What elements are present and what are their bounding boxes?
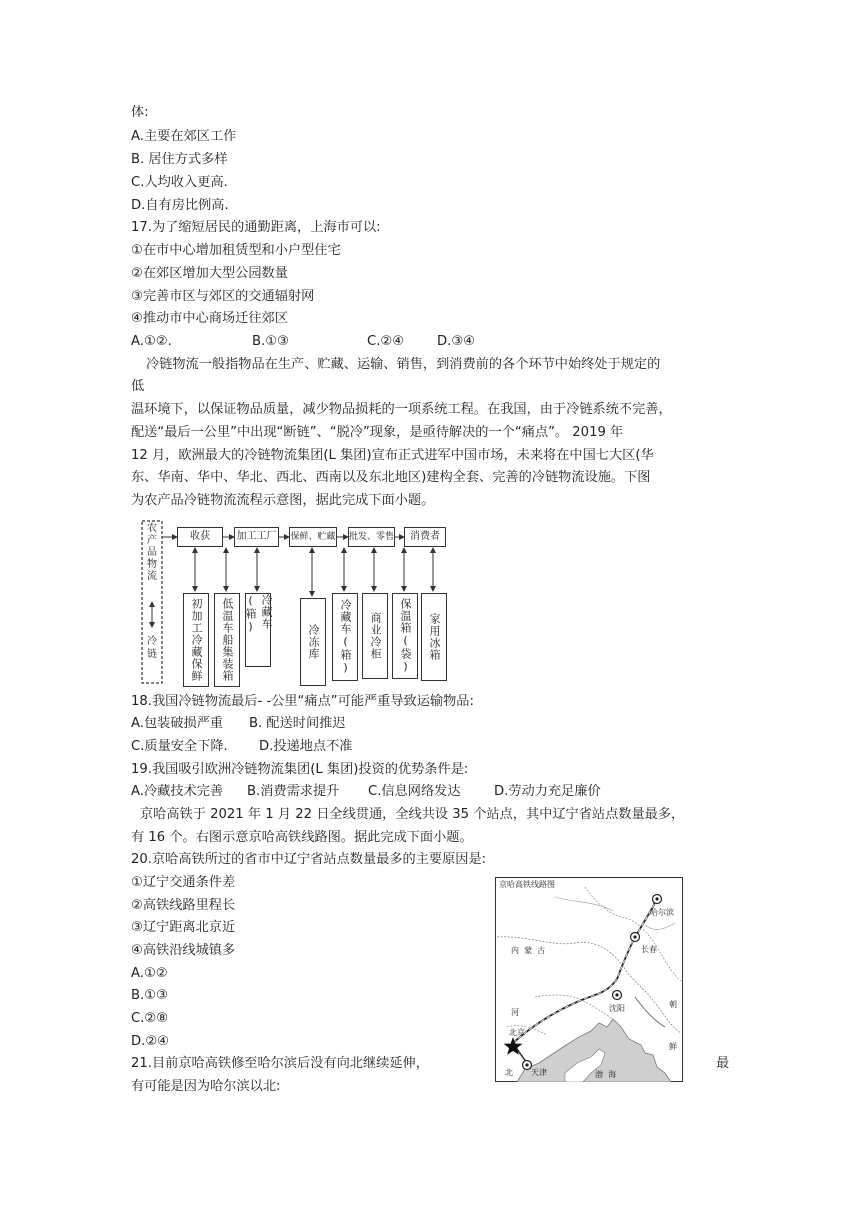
stage-box: 消费者 (404, 527, 446, 547)
label-he: 河 (511, 1008, 519, 1017)
q20-option-c: C.②⑧ (131, 1011, 169, 1026)
map-title: 京哈高铁线路图 (499, 880, 555, 889)
question-21-line2: 有可能是因为哈尔滨以北: (131, 1079, 281, 1094)
label-bohai: 渤 海 (595, 1070, 617, 1079)
passage-line: 冷链物流一般指物品在生产、贮藏、运输、销售，到消费前的各个环节中始终处于规定的 (146, 357, 661, 372)
q20-item-4: ④高铁沿线城镇多 (131, 943, 236, 958)
q17-item-2: ②在郊区增加大型公园数量 (131, 266, 288, 281)
q20-item-2: ②高铁线路里程长 (131, 898, 236, 913)
facility-box: 冷冻库 (300, 598, 326, 686)
label-neimenggu: 内 蒙 古 (511, 946, 546, 955)
question-17: 17.为了缩短居民的通勤距离，上海市可以: (131, 220, 381, 235)
stage-box: 加工工厂 (234, 527, 279, 547)
q19-option-c: C.信息网络发达 (368, 784, 461, 799)
q18-option-b: B. 配送时间推迟 (249, 716, 346, 731)
stage-box: 批发、零售 (348, 527, 395, 547)
stage-box: 收获 (177, 527, 223, 547)
label-changchun: 长春 (641, 945, 657, 954)
q20-item-3: ③辽宁距离北京近 (131, 920, 236, 935)
label-xian: 鲜 (669, 1042, 677, 1051)
passage-line: 温环境下，以保证物品质量，减少物品损耗的一项系统工程。在我国，由于冷链系统不完善， (131, 402, 672, 417)
option-b: B. 居住方式多样 (131, 152, 228, 167)
label-harbin: 哈尔滨 (650, 908, 674, 917)
text-line: 体: (131, 105, 149, 120)
label-chao: 朝 (669, 1000, 677, 1009)
q17-option-a: A.①②. (131, 334, 172, 349)
q17-item-4: ④推动市中心商场迁往郊区 (131, 311, 288, 326)
option-c: C.人均收入更高. (131, 175, 228, 190)
label-bei: 北 (505, 1068, 513, 1077)
facility-box: 冷藏车(箱) (245, 593, 271, 667)
q19-option-d: D.劳动力充足廉价 (494, 784, 601, 799)
facility-box: 初加工冷藏保鲜 (183, 593, 209, 687)
railway-map (495, 877, 683, 1082)
stage-box: 保鲜、贮藏 (289, 527, 337, 547)
q20-option-d: D.②④ (131, 1034, 169, 1049)
q18-option-c: C.质量安全下降. (131, 739, 228, 754)
label-shenyang: 沈阳 (609, 1004, 625, 1013)
q20-option-a: A.①② (131, 966, 168, 981)
q20-option-b: B.①③ (131, 988, 168, 1003)
facility-box: 保温箱(袋) (392, 593, 418, 679)
passage-line: 配送“最后一公里”中出现“断链”、“脱冷”现象，是亟待解决的一个“痛点”。 2019 年 (131, 425, 624, 440)
facility-box: 低温车船集装箱 (214, 593, 240, 687)
q18-option-a: A.包装破损严重 (131, 716, 224, 731)
option-a: A.主要在郊区工作 (131, 129, 237, 144)
passage-line: 有 16 个。右图示意京哈高铁线路图。据此完成下面小题。 (131, 830, 473, 845)
q17-item-1: ①在市中心增加租赁型和小户型住宅 (131, 243, 341, 258)
q17-option-d: D.③④ (437, 334, 475, 349)
passage-line: 12 月，欧洲最大的冷链物流集团(L 集团)宣布正式进军中国市场，未来将在中国七大区(华 (131, 448, 654, 463)
facility-box: 家用冰箱 (421, 593, 447, 681)
passage-line: 京哈高铁于 2021 年 1 月 22 日全线贯通，全线共设 35 个站点，其中辽宁省站点数量最多， (140, 807, 685, 822)
q17-item-3: ③完善市区与郊区的交通辐射网 (131, 289, 315, 304)
question-19: 19.我国吸引欧洲冷链物流集团(L 集团)投资的优势条件是: (131, 762, 469, 777)
facility-box: 商业冷柜 (362, 593, 388, 679)
side-label-top: 农产品物流 (144, 523, 160, 595)
passage-line: 低 (131, 379, 145, 394)
side-label-bottom: 冷链 (144, 635, 160, 665)
q18-option-d: D.投递地点不准 (259, 739, 353, 754)
question-21-cont: 最 (716, 1056, 730, 1071)
label-beijing: 北京 (509, 1028, 525, 1037)
passage-line: 为农产品冷链物流流程示意图，据此完成下面小题。 (131, 493, 435, 508)
passage-line: 东、华南、华中、华北、西北、西南以及东北地区)建构全套、完善的冷链物流设施。下图 (131, 470, 651, 485)
question-21: 21.目前京哈高铁修至哈尔滨后没有向北继续延伸， (131, 1056, 429, 1071)
cold-chain-diagram (140, 517, 452, 689)
label-tianjin: 天津 (531, 1068, 547, 1077)
q20-item-1: ①辽宁交通条件差 (131, 875, 236, 890)
question-20: 20.京哈高铁所过的省市中辽宁省站点数量最多的主要原因是: (131, 852, 487, 867)
option-d: D.自有房比例高. (131, 198, 229, 213)
q19-option-b: B.消费需求提升 (247, 784, 340, 799)
question-18: 18.我国冷链物流最后- -公里“痛点”可能严重导致运输物品: (131, 694, 474, 709)
q19-option-a: A.冷藏技术完善 (131, 784, 224, 799)
q17-option-c: C.②④ (367, 334, 405, 349)
q17-option-b: B.①③ (252, 334, 289, 349)
facility-box: 冷藏车(箱) (332, 593, 358, 681)
